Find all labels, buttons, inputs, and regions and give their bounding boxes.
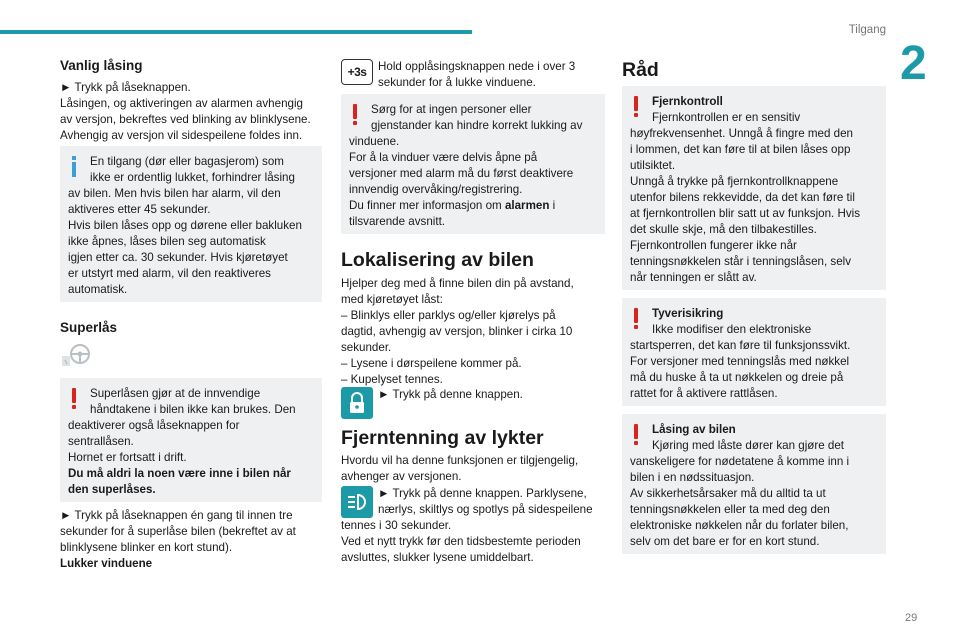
text-span: i [549,199,556,212]
warning-line: tilsvarende avsnitt. [349,215,446,228]
text-line: nærlys, skiltlys og spotlys på sidespeilene [378,503,593,516]
warning-line: må du huske å ta ut nøkkelen og dreie på [630,371,844,384]
warning-line: Unngå å trykke på fjernkontrollknappene [630,175,839,188]
text-line: med kjøretøyet låst: [341,293,443,306]
warning-bold-line: den superlåses. [68,483,156,496]
warning-line: i lommen, det kan føre til at bilen låses opp [630,143,851,156]
warning-line: Av sikkerhetsårsaker må du alltid ta ut [630,487,826,500]
lokalisering-heading: Lokalisering av bilen [341,249,534,271]
info-box [60,146,322,302]
warning-line: høyfrekvensenhet. Unngå å fingre med den [630,127,853,140]
warning-line: elektroniske nøkkelen når du forlater bilen, [630,519,849,532]
header-accent-bar [0,30,472,34]
text-line: Hvordu vil ha denne funksjonen er tilgjengelig, [341,454,579,467]
warning-line: For versjoner med tenningslås med nøkkel [630,355,850,368]
info-line: av bilen. Men hvis bilen har alarm, vil den [68,187,281,200]
warning-icon [634,424,638,439]
warning-icon [634,308,638,323]
info-line: igjen etter ca. 30 sekunder. Hvis kjøretøyet [68,251,288,264]
warning-line: Kjøring med låste dører kan gjøre det [652,439,845,452]
warning-bold-line: Du må aldri la noen være inne i bilen når [68,467,291,480]
section-header: Tilgang [848,24,886,36]
warning-line: bilen i en nødssituasjon. [630,471,755,484]
warning-line: Fjernkontrollen fungerer ikke når [630,239,797,252]
warning-icon-dot [634,113,638,117]
lock-locate-icon [341,387,373,419]
warning-line: når tenningen er slått av. [630,271,757,284]
fjerntenning-heading: Fjerntenning av lykter [341,427,544,449]
text-line: sekunder for å superlåse bilen (bekreftet av at [60,525,296,538]
warning-line: startsperren, det kan føre til funksjonssvikt. [630,339,851,352]
warning-box-fjernkontroll [622,86,886,290]
warning-line: utilsiktet. [630,159,676,172]
warning-icon-dot [353,121,357,125]
warning-line: versjoner med alarm må du først deaktivere [349,167,574,180]
warning-line [349,198,597,214]
text-line: – Lysene i dørspeilene kommer på. [341,357,522,370]
warning-line: gjenstander kan hindre korrekt lukking av [371,119,583,132]
warning-icon-dot [72,405,76,409]
text-line: Låsingen, og aktiveringen av alarmen avhengig [60,97,303,110]
warning-line: vinduene. [349,135,400,148]
text-line: Hold opplåsingsknappen nede i over 3 [378,60,576,73]
warning-line: utenfor bilens rekkevidde, da det kan føre til [630,191,855,204]
text-line: Hjelper deg med å finne bilen din på avstand, [341,277,574,290]
superlas-heading: Superlås [60,320,118,335]
text-line: ► Trykk på låseknappen én gang til innen tre [60,509,293,522]
warning-line: det skulle skje, må den tilbakestilles. [630,223,817,236]
warning-line: Ikke modifiser den elektroniske [652,323,812,336]
info-line: aktiveres etter 45 sekunder. [68,203,211,216]
warning-box-vinduer [341,94,605,234]
vanlig-lasing-heading: Vanlig låsing [60,58,143,73]
text-line: avsluttes, slukker lysene umiddelbart. [341,551,534,564]
hold-text [378,59,605,91]
box-title: Låsing av bilen [652,423,736,436]
warning-line: innvendig overvåking/registrering. [349,183,523,196]
info-icon [72,156,76,160]
warning-line: vanskeligere for nødetatene å komme inn i [630,455,850,468]
text-line: tennes i 30 sekunder. [341,519,452,532]
warning-line: tenningsnøkkelen står i tenningslåsen, selv [630,255,852,268]
text-line: Ved et nytt trykk før den tidsbestemte perioden [341,535,581,548]
warning-line: at fjernkontrollen blir satt ut av funksjon. Hvis [630,207,861,220]
text-line: – Kupelyset tennes. [341,373,443,386]
fjern-press-text [378,486,605,518]
plus-3s-label: +3s [347,65,367,79]
text-line: blinklysene blinker en kort stund). [60,541,233,554]
box-title: Tyverisikring [652,307,724,320]
text-line: dagtid, avhengig av versjon, blinker i cirka 10 [341,325,573,338]
warning-icon [634,96,638,111]
lokalisering-text [341,276,605,388]
lukker-vinduene-heading: Lukker vinduene [60,557,153,570]
rad-heading: Råd [622,59,659,81]
text-span: Du finner mer informasjon om [349,199,505,212]
text-line: – Blinklys eller parklys og/eller kjørelys på [341,309,556,322]
superlas-instructions [60,508,322,572]
warning-icon [353,104,357,119]
warning-icon-dot [634,325,638,329]
text-line: av versjon, bekreftes ved blinking av blinklysene. [60,113,311,126]
info-icon-bar [72,162,76,177]
warning-line: rattet for å aktivere rattlåsen. [630,387,778,400]
warning-line: Superlåsen gjør at de innvendige [90,387,261,400]
warning-line: tenningsnøkkelen eller ta med deg den [630,503,830,516]
warning-box-lasing [622,414,886,554]
plus-3s-icon [341,59,373,85]
info-line: ikke åpnes, låses bilen seg automatisk [68,235,266,248]
warning-line: For å la vinduer være delvis åpne på [349,151,538,164]
fjerntenning-intro [341,453,605,485]
warning-icon-dot [634,441,638,445]
page-number: 29 [905,612,918,624]
headlamp-icon [341,486,373,518]
text-line: sekunder for å lukke vinduene. [378,76,536,89]
text-line: ► Trykk på låseknappen. [60,81,191,94]
info-line: ikke er ordentlig lukket, forhindrer låsing [90,171,295,184]
lok-press-text: ► Trykk på denne knappen. [378,388,523,401]
info-line: Hvis bilen låses opp og dørene eller bakluken [68,219,302,232]
warning-line: Hornet er fortsatt i drift. [68,451,187,464]
text-line: Avhengig av versjon vil sidespeilene foldes inn. [60,129,303,142]
warning-line: selv om det bare er for en kort stund. [630,535,820,548]
steering-lock-icon [60,342,94,370]
info-line: er utstyrt med alarm, vil den reaktiveres [68,267,271,280]
warning-line: Fjernkontrollen er en sensitiv [652,111,801,124]
warning-box-tyverisikring [622,298,886,406]
info-line: automatisk. [68,283,128,296]
text-line: ► Trykk på denne knappen. Parklysene, [378,487,587,500]
warning-box-superlas [60,378,322,502]
warning-line: sentrallåsen. [68,435,134,448]
alarm-bold: alarmen [504,199,550,212]
fjerntenning-details [341,518,605,566]
warning-line: håndtakene i bilen ikke kan brukes. Den [90,403,296,416]
text-line: avhenger av versjonen. [341,470,462,483]
info-line: En tilgang (dør eller bagasjerom) som [90,155,284,168]
text-line: sekunder. [341,341,392,354]
warning-line: deaktiverer også låseknappen for [68,419,240,432]
box-title: Fjernkontroll [652,95,723,108]
warning-icon [72,388,76,403]
chapter-number: 2 [900,37,927,90]
warning-line: Sørg for at ingen personer eller [371,103,532,116]
vanlig-lasing-text [60,80,322,144]
